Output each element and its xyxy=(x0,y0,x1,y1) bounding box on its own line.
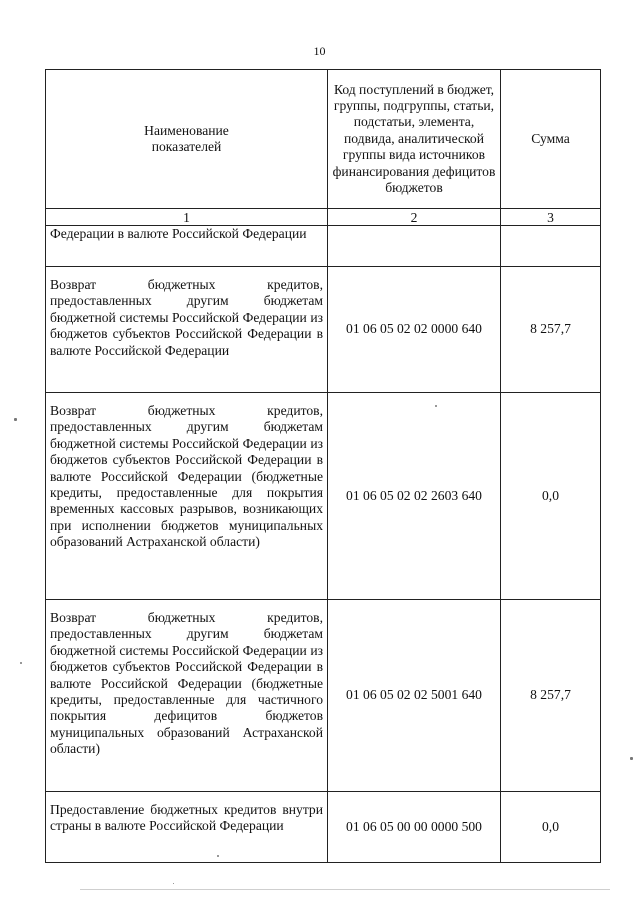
table-row xyxy=(46,600,601,792)
row-sum: 8 257,7 xyxy=(501,267,601,393)
row-sum: 8 257,7 xyxy=(501,600,601,792)
scan-speck xyxy=(173,883,174,884)
row-name: Возврат бюджетных кредитов, предоставленных другим бюджетам бюджетной системы Российской Федерации из бюджетов субъектов Российской Федерации в валюте Российской Федерации xyxy=(46,267,328,393)
scan-speck xyxy=(435,405,437,407)
table-header-row xyxy=(46,70,601,209)
row-sum xyxy=(501,226,601,267)
row-code: 01 06 05 02 02 2603 640 xyxy=(328,393,501,600)
scan-edge-line xyxy=(80,889,610,890)
budget-sources-table xyxy=(45,69,601,863)
header-name: Наименование показателей xyxy=(46,70,328,209)
header-code: Код поступлений в бюджет, группы, подгруппы, статьи, подстатьи, элемента, подвида, аналитической группы вида источников финансирования дефицитов бюджетов xyxy=(328,70,501,209)
row-code: 01 06 05 00 00 0000 500 xyxy=(328,792,501,863)
row-name: Возврат бюджетных кредитов, предоставленных другим бюджетам бюджетной системы Российской Федерации из бюджетов субъектов Российской Федерации в валюте Российской Федерации (бюджетные кредиты, предоставленные для частичного покрытия дефицитов бюджетов муниципальных образований Астраханской области) xyxy=(46,600,328,792)
row-code xyxy=(328,226,501,267)
row-sum: 0,0 xyxy=(501,792,601,863)
row-name: Федерации в валюте Российской Федерации xyxy=(46,226,328,267)
row-code: 01 06 05 02 02 0000 640 xyxy=(328,267,501,393)
scan-speck xyxy=(20,662,22,664)
row-name: Предоставление бюджетных кредитов внутри страны в валюте Российской Федерации xyxy=(46,792,328,863)
scan-speck xyxy=(14,418,17,421)
page-number: 10 xyxy=(313,44,326,58)
column-number: 3 xyxy=(501,209,601,226)
header-sum: Сумма xyxy=(501,70,601,209)
column-number: 2 xyxy=(328,209,501,226)
scan-speck xyxy=(217,855,219,857)
table-row xyxy=(46,267,601,393)
row-code: 01 06 05 02 02 5001 640 xyxy=(328,600,501,792)
table-row xyxy=(46,226,601,267)
scan-speck xyxy=(630,757,633,760)
column-number-row xyxy=(46,209,601,226)
column-number: 1 xyxy=(46,209,328,226)
row-name: Возврат бюджетных кредитов, предоставленных другим бюджетам бюджетной системы Российской Федерации из бюджетов субъектов Российской Федерации в валюте Российской Федерации (бюджетные кредиты, предоставленные для покрытия временных кассовых разрывов, возникающих при исполнении бюджетов муниципальных образований Астраханской области) xyxy=(46,393,328,600)
table-row xyxy=(46,792,601,863)
row-sum: 0,0 xyxy=(501,393,601,600)
table-row xyxy=(46,393,601,600)
